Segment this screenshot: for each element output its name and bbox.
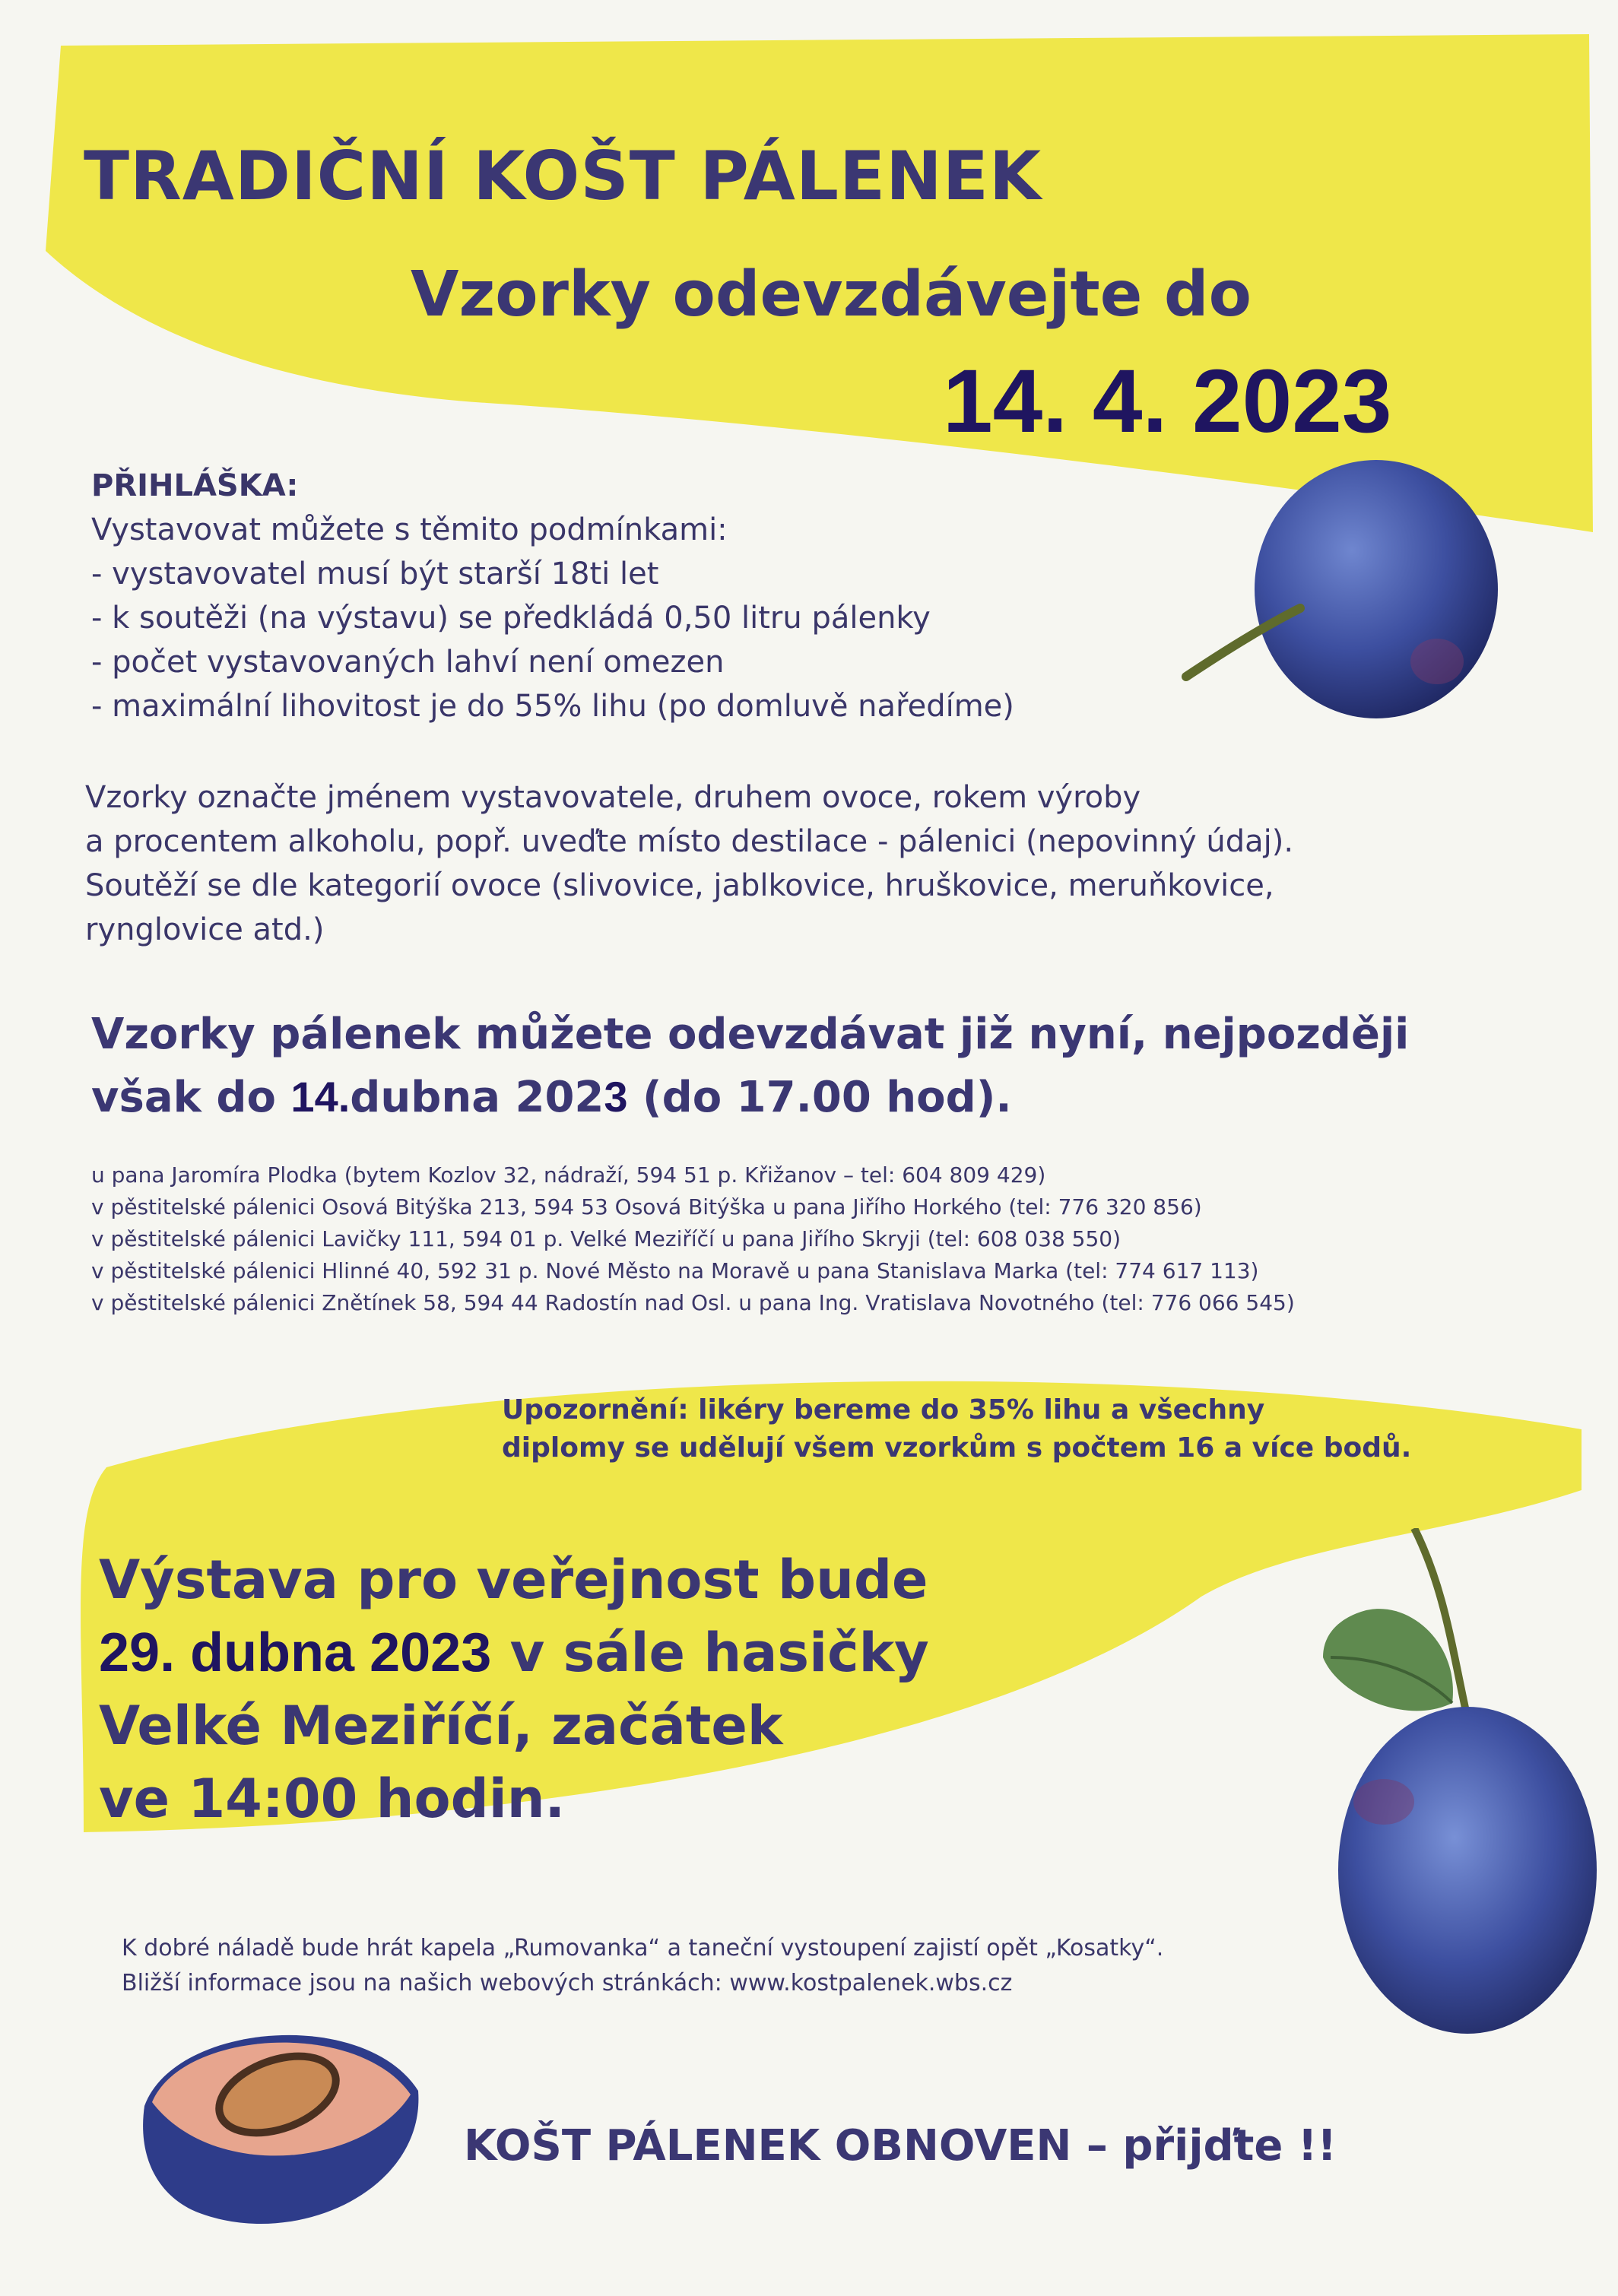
notice-line: diplomy se udělují všem vzorkům s počtem 16 a více bodů.	[502, 1432, 1412, 1464]
submission-line: Vzorky pálenek můžete odevzdávat již nyní, nejpozději	[91, 1010, 1410, 1059]
labeling-line: Vzorky označte jménem vystavovatele, druhem ovoce, rokem výroby	[85, 780, 1141, 815]
notice-line: Upozornění: likéry bereme do 35% lihu a všechny	[502, 1394, 1265, 1425]
exhibition-date: 29. dubna 2023	[99, 1622, 492, 1683]
submission-day: 14.	[290, 1073, 351, 1121]
contact-item: v pěstitelské pálenici Hlinné 40, 592 31 p. Nové Město na Moravě u pana Stanislava Marka (tel: 774 617 113)	[91, 1258, 1259, 1283]
plum-half-illustration	[114, 2007, 449, 2250]
plum-illustration-top	[1171, 449, 1505, 753]
contact-item: u pana Jaromíra Plodka (bytem Kozlov 32, nádraží, 594 51 p. Křižanov – tel: 604 809 429)	[91, 1162, 1046, 1188]
condition-item: - vystavovatel musí být starší 18ti let	[91, 557, 659, 591]
labeling-line: rynglovice atd.)	[85, 912, 325, 947]
exhibition-line: Velké Meziříčí, začátek	[99, 1695, 783, 1757]
submission-month: dubna 202	[350, 1073, 604, 1122]
condition-item: - maximální lihovitost je do 55% lihu (po domluvě naředíme)	[91, 689, 1014, 724]
extra-info	[122, 1931, 1338, 2001]
labeling-line: Soutěží se dle kategorií ovoce (slivovice, jablkovice, hruškovice, meruňkovice,	[85, 868, 1274, 903]
labeling-line: a procentem alkoholu, popř. uveďte místo destilace - pálenici (nepovinný údaj).	[85, 824, 1294, 859]
application-intro: Vystavovat můžete s těmito podmínkami:	[91, 512, 728, 547]
condition-item: - počet vystavovaných lahví není omezen	[91, 645, 725, 680]
exhibition-info	[99, 1543, 1179, 1835]
exhibition-line: ve 14:00 hodin.	[99, 1768, 566, 1830]
labeling-paragraph	[85, 775, 1515, 952]
submission-deadline	[91, 1004, 1536, 1129]
submission-time: (do 17.00 hod).	[627, 1073, 1012, 1122]
application-heading: PŘIHLÁŠKA:	[91, 468, 299, 503]
extra-line: K dobré náladě bude hrát kapela „Rumovanka“ a taneční vystoupení zajistí opět „Kosatky“.	[122, 1935, 1164, 1961]
deadline-date: 14. 4. 2023	[943, 351, 1392, 452]
application-section	[91, 464, 1186, 728]
exhibition-line-date	[99, 1616, 1179, 1689]
contacts-list	[91, 1159, 1551, 1319]
extra-line: Bližší informace jsou na našich webových stránkách: www.kostpalenek.wbs.cz	[122, 1970, 1013, 1996]
condition-item: - k soutěži (na výstavu) se předkládá 0,50 litru pálenky	[91, 601, 931, 636]
footer-slogan: KOŠT PÁLENEK OBNOVEN – přijďte !!	[464, 2121, 1337, 2171]
contact-item: v pěstitelské pálenici Lavičky 111, 594 01 p. Velké Meziříčí u pana Jiřího Skryji (tel: 608 038 550)	[91, 1226, 1121, 1251]
deadline-subtitle: Vzorky odevzdávejte do	[411, 258, 1252, 331]
event-title: TRADIČNÍ KOŠT PÁLENEK	[84, 137, 1042, 215]
exhibition-venue: v sále hasičky	[491, 1622, 929, 1684]
exhibition-line: Výstava pro veřejnost bude	[99, 1549, 928, 1611]
plum-illustration-right	[1293, 1528, 1597, 2045]
notice	[502, 1391, 1566, 1467]
contact-item: v pěstitelské pálenici Osová Bitýška 213, 594 53 Osová Bitýška u pana Jiřího Horkého (tel: 776 320 856)	[91, 1194, 1202, 1219]
submission-prefix: však do	[91, 1073, 291, 1122]
submission-year-digit: 3	[604, 1073, 628, 1121]
conditions-list	[91, 552, 1186, 728]
submission-line-2	[91, 1066, 1536, 1129]
contact-item: v pěstitelské pálenici Znětínek 58, 594 44 Radostín nad Osl. u pana Ing. Vratislava Novotného (tel: 776 066 545)	[91, 1290, 1295, 1315]
